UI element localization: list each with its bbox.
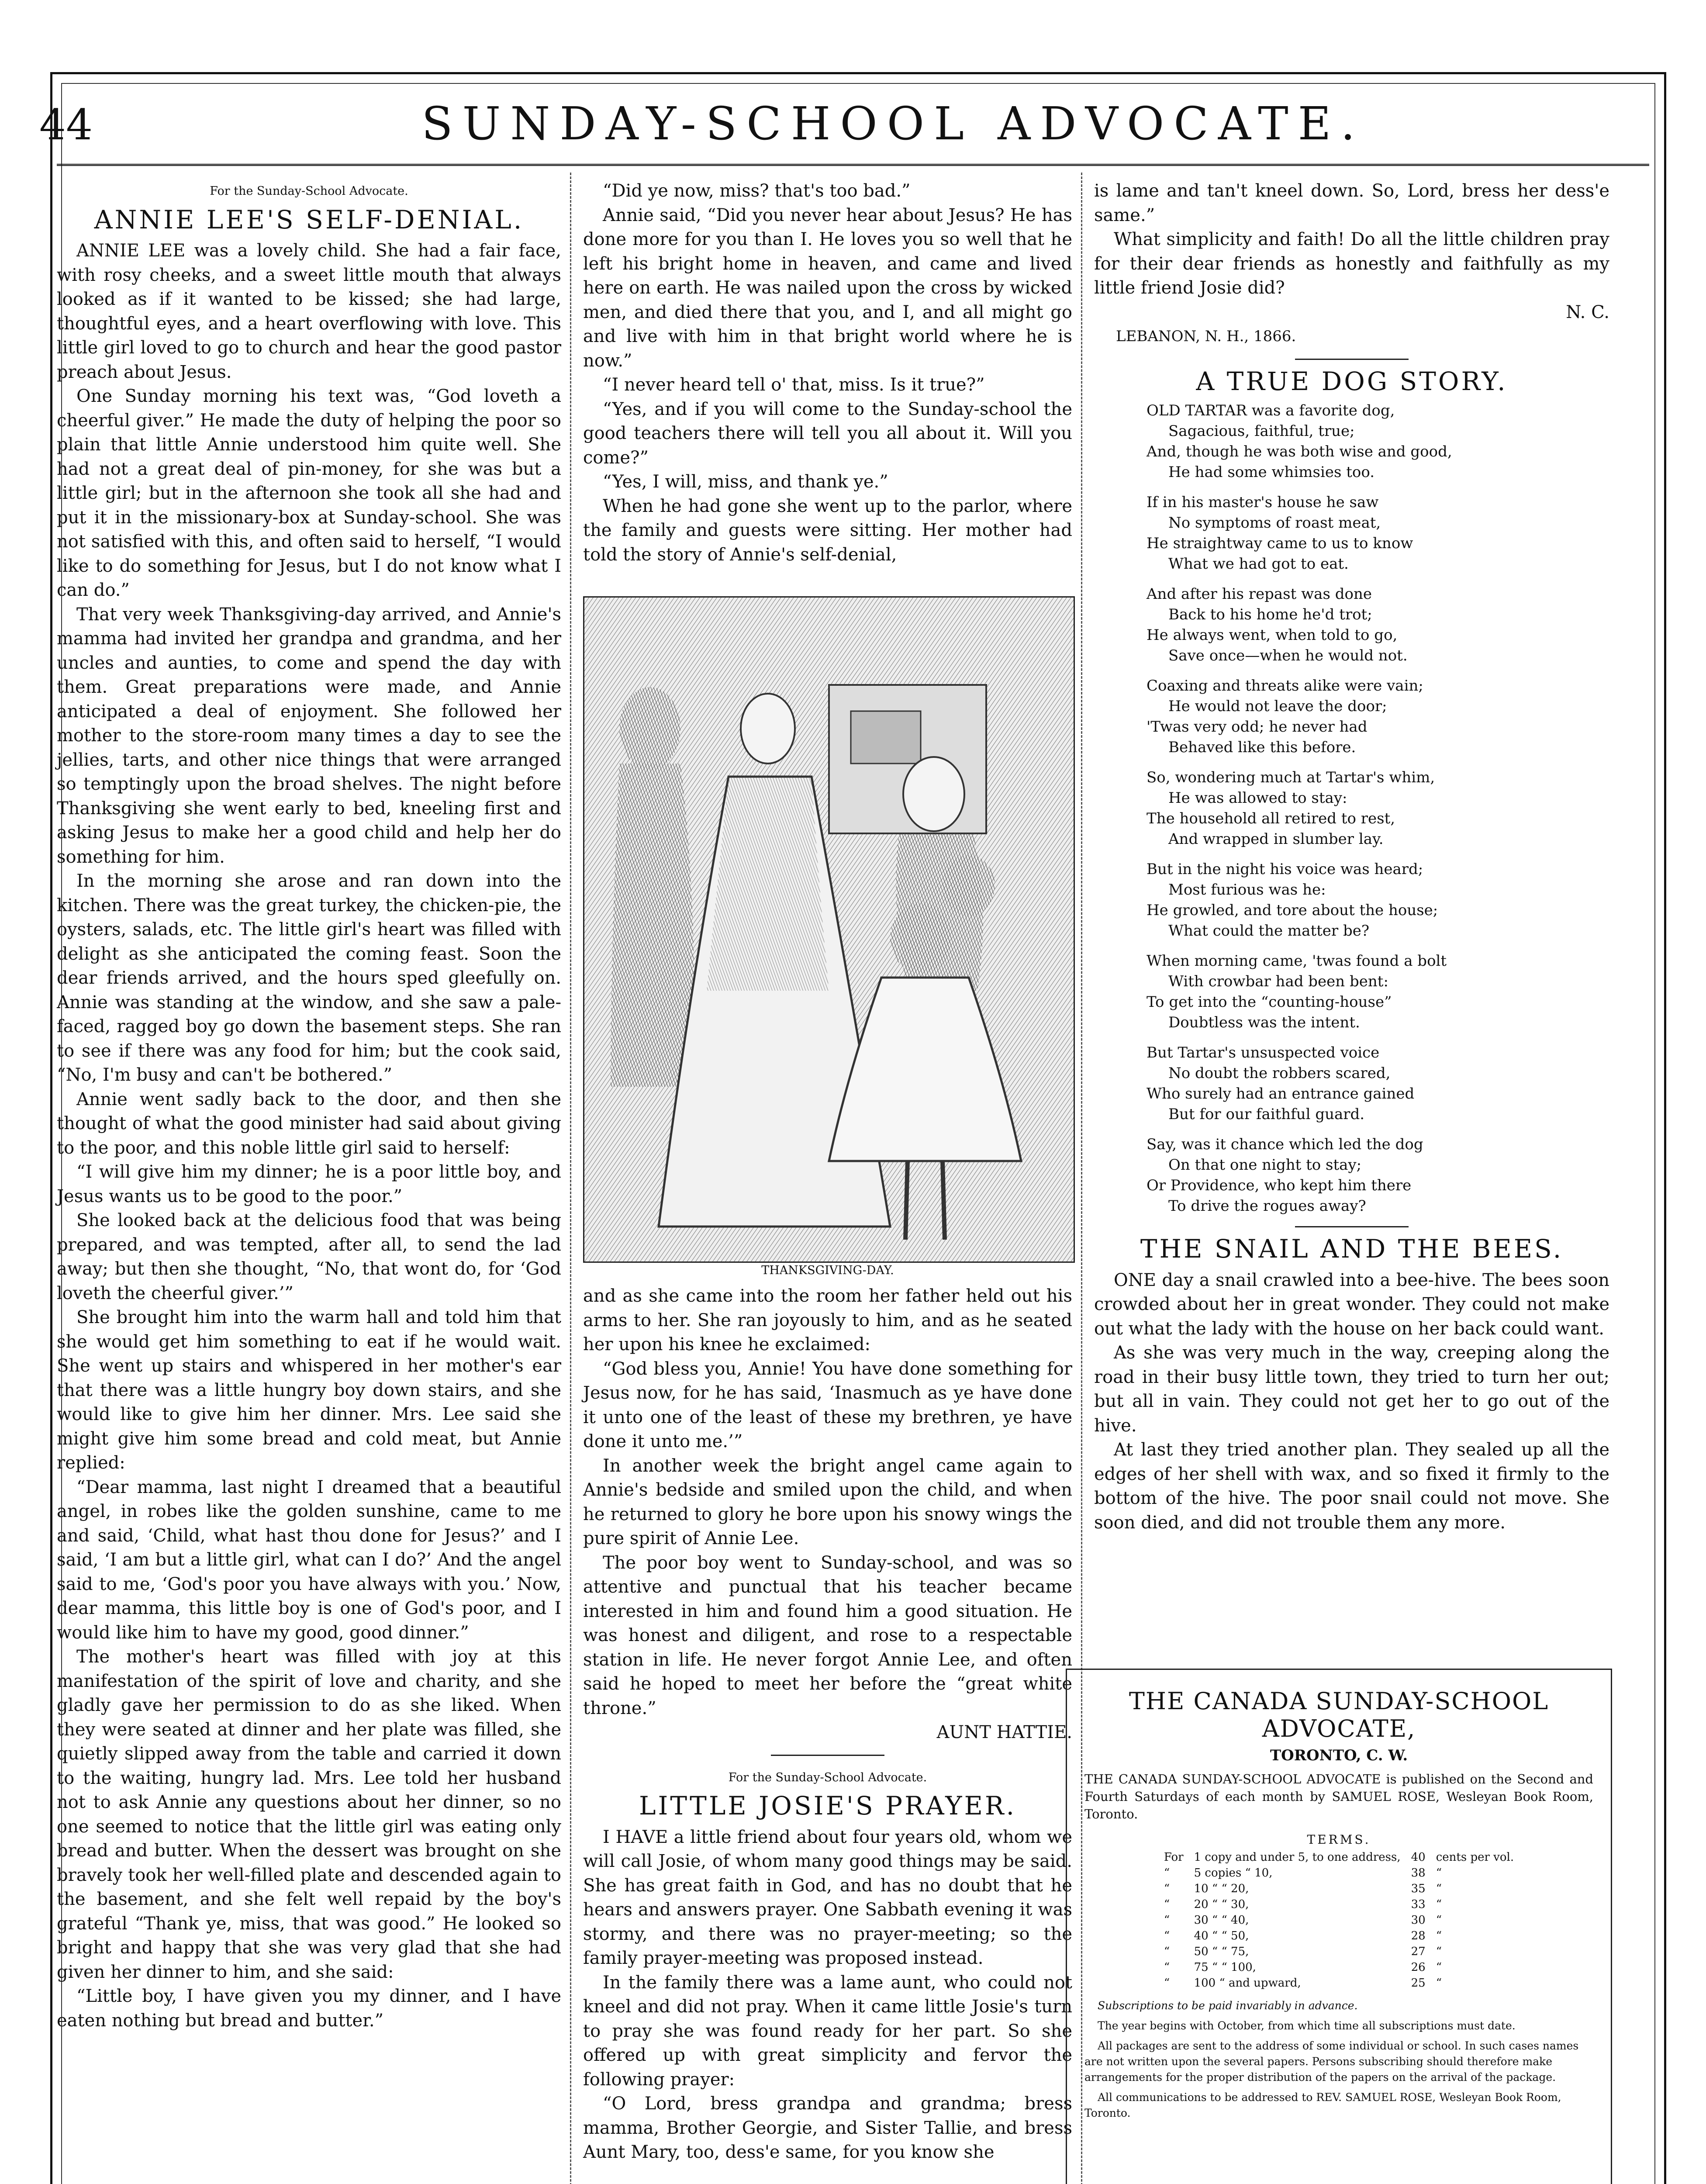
canada-advocate-box: [1066, 1669, 1612, 2184]
note: Subscriptions to be paid invariably in advance.: [1098, 1999, 1358, 2012]
paragraph: ANNIE LEE was a lovely child. She had a fair face, with rosy cheeks, and a sweet little mouth that always looked as if it wanted to be kissed; she had large, thoughtful eyes, and a heart overflowing with love. This little girl loved to go to church and hear the good pastor preach about Jesus.: [57, 241, 561, 382]
poem-stanza: [1147, 584, 1609, 666]
poem-line: He had some whimsies too.: [1168, 463, 1375, 481]
dog-poem: [1147, 401, 1609, 1216]
paragraph: She brought him into the warm hall and told him that she would get him something to eat if he would wait. She went up stairs and whispered in her mother's ear that there was a little hungry boy down stairs, and she would like to give him her dinner. Mrs. Lee said she might give him some bread and cold meat, but Annie replied:: [57, 1307, 561, 1473]
table-cell: “: [1164, 1866, 1170, 1880]
table-cell: “: [1436, 1898, 1442, 1911]
poem-line: The household all retired to rest,: [1147, 810, 1395, 827]
paragraph: “I will give him my dinner; he is a poor little boy, and Jesus wants us to be good to the poor.”: [57, 1162, 561, 1206]
poem-line: No doubt the robbers scared,: [1168, 1064, 1391, 1082]
poem-line: Who surely had an entrance gained: [1147, 1085, 1415, 1102]
paragraph: Annie said, “Did you never hear about Jesus? He has done more for you than I. He loves you so well that he left his bright home in heaven, and came and lived here on earth. He was nailed upon the cross by wicked men, and died there that you, and I, and all might go and live with him in that bright world where he is now.”: [583, 205, 1072, 371]
paragraph: “Did ye now, miss? that's too bad.”: [603, 181, 911, 201]
poem-stanza: [1147, 401, 1609, 483]
paragraph: The poor boy went to Sunday-school, and was so attentive and punctual that his teacher became interested in him and found him a good situation. He was honest and diligent, and rose to a respectable station in life. He never forgot Annie Lee, and often said he hoped to meet her before the “great white throne.”: [583, 1552, 1072, 1718]
box-city: TORONTO, C. W.: [1270, 1747, 1408, 1764]
poem-line: He was allowed to stay:: [1168, 789, 1347, 807]
paragraph: When he had gone she went up to the parlor, where the family and guests were sitting. Her mother had told the story of Annie's self-denial,: [583, 496, 1072, 565]
paragraph: In another week the bright angel came again to Annie's bedside and smiled upon the child, and when he returned to glory he bore upon his snowy wings the pure spirit of Annie Lee.: [583, 1455, 1072, 1548]
table-cell: 25: [1411, 1977, 1426, 1990]
paragraph: “I never heard tell o' that, miss. Is it true?”: [603, 375, 985, 395]
poem-stanza: [1147, 676, 1609, 758]
paragraph: What simplicity and faith! Do all the little children pray for their dear friends as honestly and faithfully as my little friend Josie did?: [1094, 229, 1609, 298]
table-row: [1159, 1865, 1519, 1881]
paragraph: At last they tried another plan. They sealed up all the edges of her shell with wax, and so fixed it firmly to the bottom of the hive. The poor snail could not move. She soon died, and did not trouble them any more.: [1094, 1440, 1609, 1533]
figure-caption: THANKSGIVING-DAY.: [761, 1264, 894, 1277]
table-cell: 38: [1411, 1866, 1426, 1880]
paragraph: As she was very much in the way, creeping along the road in their busy little town, they tried to turn her out; but all in vain. They could not get her to go out of the hive.: [1094, 1343, 1609, 1436]
poem-line: What could the matter be?: [1168, 922, 1370, 940]
table-cell: 30 “ “ 40,: [1194, 1914, 1249, 1927]
poem-line: If in his master's house he saw: [1147, 494, 1379, 511]
paragraph: “Yes, I will, miss, and thank ye.”: [603, 472, 888, 492]
paragraph: is lame and tan't kneel down. So, Lord, bress her dess'e same.”: [1094, 181, 1609, 225]
publication-notice: THE CANADA SUNDAY-SCHOOL ADVOCATE is published on the Second and Fourth Saturdays of each month by SAMUEL ROSE, Wesleyan Book Room, Toronto.: [1084, 1772, 1593, 1821]
engraving-illustration: [584, 598, 1074, 1261]
poem-line: To get into the “counting-house”: [1147, 993, 1392, 1011]
paragraph: I HAVE a little friend about four years old, whom we will call Josie, of whom many good things may be said. She has great faith in God, and has no doubt that he hears and answers prayer. One Sabbath evening it was stormy, and there was no prayer-meeting; so the family prayer-meeting was proposed instead.: [583, 1827, 1072, 1968]
table-row: [1159, 1912, 1519, 1928]
table-cell: 35: [1411, 1882, 1426, 1895]
table-cell: “: [1436, 1961, 1442, 1974]
column-2-top: [583, 179, 1072, 567]
masthead: SUNDAY-SCHOOL ADVOCATE.: [421, 97, 1365, 150]
subscription-notes: [1084, 1998, 1593, 2121]
table-cell: 40 “ “ 50,: [1194, 1929, 1249, 1942]
table-cell: “: [1164, 1914, 1170, 1927]
poem-line: Or Providence, who kept him there: [1147, 1177, 1412, 1194]
poem-line: He always went, when told to go,: [1147, 626, 1398, 644]
poem-line: Back to his home he'd trot;: [1168, 606, 1372, 623]
separator-rule: [1295, 359, 1409, 360]
table-cell: 27: [1411, 1945, 1426, 1958]
poem-stanza: [1147, 1043, 1609, 1125]
poem-line: Sagacious, faithful, true;: [1168, 422, 1355, 440]
poem-line: But Tartar's unsuspected voice: [1147, 1044, 1380, 1061]
table-cell: “: [1436, 1929, 1442, 1942]
paragraph: One Sunday morning his text was, “God loveth a cheerful giver.” He made the duty of helping the poor so plain that little Annie understood him quite well. She had not a great deal of pin-money, for she was but a little girl; but in the afternoon she took all she had and put it in the missionary-box at Sunday-school. She was not satisfied with this, and often said to herself, “I would like to do something for Jesus, but I do not know what I can do.”: [57, 386, 561, 600]
table-row: [1159, 1959, 1519, 1975]
table-row: [1159, 1881, 1519, 1897]
thanksgiving-engraving: [583, 596, 1075, 1263]
column-1: [57, 179, 561, 2033]
table-row: [1159, 1849, 1519, 1865]
paragraph: She looked back at the delicious food that was being prepared, and was tempted, after all, to send the lad away; but then she thought, “No, that wont do, for ‘God loveth the cheerful giver.’”: [57, 1210, 561, 1303]
column-divider-1: [570, 173, 571, 2184]
article-credit: For the Sunday-School Advocate.: [728, 1770, 927, 1784]
paragraph: The mother's heart was filled with joy at this manifestation of the spirit of love and charity, and she gladly gave her permission to do as she liked. When they were seated at dinner and her plate was filled, she quietly slipped away from the table and carried it down to the waiting, hungry lad. Mrs. Lee told her husband not to ask Annie any questions about her dinner, so no one seemed to notice that the little girl was eating only bread and butter. When the dessert was brought on she bravely took her well-filled plate and descended again to the basement, and she felt well repaid by the boy's grateful “Thank ye, miss, that was good.” He looked so bright and happy that she was very glad that she had given her dinner to him, and she said:: [57, 1647, 561, 1982]
table-cell: 40: [1411, 1851, 1426, 1864]
column-3: [1094, 179, 1609, 1535]
paragraph: “Yes, and if you will come to the Sunday-school the good teachers there will tell you all about it. Will you come?”: [583, 399, 1072, 468]
poem-line: To drive the rogues away?: [1168, 1197, 1366, 1215]
poem-stanza: [1147, 859, 1609, 941]
paragraph: “God bless you, Annie! You have done something for Jesus now, for he has said, ‘Inasmuch as ye have done it unto one of the least of these my brethren, ye have done it unto me.’”: [583, 1358, 1072, 1451]
table-cell: 30: [1411, 1914, 1426, 1927]
separator-rule: [1295, 1226, 1409, 1227]
note: All packages are sent to the address of some individual or school. In such cases names are not written upon the several papers. Persons subscribing should therefore make arrangements for the proper distribution of the papers on the arrival of the package.: [1084, 2039, 1579, 2084]
poem-line: With crowbar had been bent:: [1168, 973, 1388, 990]
poem-line: And, though he was both wise and good,: [1147, 443, 1452, 460]
signature-aunt-hattie: AUNT HATTIE.: [936, 1722, 1072, 1742]
poem-line: He straightway came to us to know: [1147, 535, 1413, 552]
poem-title-dog-story: A TRUE DOG STORY.: [1196, 366, 1508, 396]
table-cell: 50 “ “ 75,: [1194, 1945, 1249, 1958]
poem-stanza: [1147, 767, 1609, 850]
paragraph: and as she came into the room her father held out his arms to her. She ran joyously to him, and as he seated her upon his knee he exclaimed:: [583, 1286, 1072, 1355]
poem-stanza: [1147, 951, 1609, 1033]
note: All communications to be addressed to REV. SAMUEL ROSE, Wesleyan Book Room, Toronto.: [1084, 2091, 1561, 2119]
table-cell: “: [1436, 1866, 1442, 1880]
table-cell: 33: [1411, 1898, 1426, 1911]
table-cell: “: [1164, 1929, 1170, 1942]
paragraph: Annie went sadly back to the door, and then she thought of what the good minister had said about giving to the poor, and this noble little girl said to herself:: [57, 1089, 561, 1158]
signature-nc: N. C.: [1566, 302, 1609, 322]
poem-line: On that one night to stay;: [1168, 1156, 1362, 1174]
table-cell: “: [1436, 1977, 1442, 1990]
table-cell: “: [1436, 1882, 1442, 1895]
poem-line: Save once—when he would not.: [1168, 647, 1408, 664]
paragraph: ONE day a snail crawled into a bee-hive. The bees soon crowded about her in great wonder. They could not make out what the lady with the house on her back could want.: [1094, 1270, 1609, 1339]
poem-line: OLD TARTAR was a favorite dog,: [1147, 402, 1395, 419]
poem-line: So, wondering much at Tartar's whim,: [1147, 769, 1435, 786]
table-cell: 75 “ “ 100,: [1194, 1961, 1256, 1974]
table-cell: “: [1436, 1914, 1442, 1927]
article-credit: For the Sunday-School Advocate.: [210, 184, 408, 198]
table-cell: 5 copies “ 10,: [1194, 1866, 1273, 1880]
table-cell: 100 “ and upward,: [1194, 1977, 1301, 1990]
terms-table: [1159, 1849, 1519, 1991]
table-cell: “: [1436, 1945, 1442, 1958]
poem-line: He growled, and tore about the house;: [1147, 902, 1438, 919]
poem-stanza: [1147, 492, 1609, 574]
box-title: THE CANADA SUNDAY-SCHOOL ADVOCATE,: [1129, 1687, 1549, 1742]
note: The year begins with October, from which time all subscriptions must date.: [1098, 2019, 1516, 2032]
table-row: [1159, 1897, 1519, 1912]
table-cell: “: [1164, 1898, 1170, 1911]
poem-line: And after his repast was done: [1147, 585, 1372, 603]
poem-line: He would not leave the door;: [1168, 698, 1387, 715]
table-cell: “: [1164, 1882, 1170, 1895]
poem-line: And wrapped in slumber lay.: [1168, 830, 1384, 848]
separator-rule: [771, 1755, 884, 1756]
table-cell: “: [1164, 1945, 1170, 1958]
table-cell: 20 “ “ 30,: [1194, 1898, 1249, 1911]
table-cell: “: [1164, 1961, 1170, 1974]
table-cell: “: [1164, 1977, 1170, 1990]
paragraph: “Dear mamma, last night I dreamed that a beautiful angel, in robes like the golden sunshine, came to me and said, ‘Child, what hast thou done for Jesus?’ and I said, ‘I am but a little girl, what can I do?’ And the angel said to me, ‘God's poor you have always with you.’ Now, dear mamma, this little boy is one of God's poor, and I would like him to have my good, good dinner.”: [57, 1477, 561, 1643]
poem-line: No symptoms of roast meat,: [1168, 514, 1381, 532]
poem-line: Behaved like this before.: [1168, 739, 1356, 756]
table-cell: 1 copy and under 5, to one address,: [1194, 1851, 1401, 1864]
header-rule: [57, 164, 1649, 166]
poem-line: Most furious was he:: [1168, 881, 1326, 898]
article-title-snail: THE SNAIL AND THE BEES.: [1140, 1234, 1564, 1264]
paragraph: “O Lord, bress grandpa and grandma; bress mamma, Brother Georgie, and Sister Tallie, and bress Aunt Mary, too, dess'e same, for you know she: [583, 2094, 1072, 2162]
paragraph: In the morning she arose and ran down into the kitchen. There was the great turkey, the chicken-pie, the oysters, salads, etc. The little girl's heart was filled with delight as she anticipated the coming feast. Soon the dear friends arrived, and the hours sped gleefully on. Annie was standing at the window, and she saw a pale-faced, ragged boy go down the basement steps. She ran to see if there was any food for him; but the cook said, “No, I'm busy and can't be bothered.”: [57, 871, 561, 1085]
poem-line: But for our faithful guard.: [1168, 1106, 1365, 1123]
table-cell: 26: [1411, 1961, 1426, 1974]
poem-line: What we had got to eat.: [1168, 555, 1349, 573]
poem-line: When morning came, 'twas found a bolt: [1147, 952, 1447, 970]
table-cell: 28: [1411, 1929, 1426, 1942]
table-row: [1159, 1928, 1519, 1944]
poem-line: 'Twas very odd; he never had: [1147, 718, 1368, 736]
page-number: 44: [39, 100, 93, 149]
poem-stanza: [1147, 1134, 1609, 1216]
poem-line: Coaxing and threats alike were vain;: [1147, 677, 1423, 695]
table-row: [1159, 1944, 1519, 1959]
poem-line: Doubtless was the intent.: [1168, 1014, 1360, 1031]
paragraph: “Little boy, I have given you my dinner, and I have eaten nothing but bread and butter.”: [57, 1986, 561, 2031]
paragraph: That very week Thanksgiving-day arrived, and Annie's mamma had invited her grandpa and grandma, and her uncles and aunties, to come and spend the day with them. Great preparations were made, and Annie anticipated a deal of enjoyment. She followed her mother to the store-room many times a day to see the jellies, tarts, and other nice things that were arranged so temptingly upon the broad shelves. The night before Thanksgiving she went early to bed, kneeling first and asking Jesus to make her a good child and help her do something for him.: [57, 604, 561, 867]
dateline: LEBANON, N. H., 1866.: [1116, 328, 1296, 345]
table-cell: 10 “ “ 20,: [1194, 1882, 1249, 1895]
terms-heading: TERMS.: [1307, 1832, 1371, 1847]
article-title-josie: LITTLE JOSIE'S PRAYER.: [639, 1791, 1017, 1821]
table-row: [1159, 1975, 1519, 1991]
table-cell: cents per vol.: [1436, 1851, 1514, 1864]
paragraph: In the family there was a lame aunt, who could not kneel and did not pray. When it came little Josie's turn to pray she was found ready for her part. So she offered up with great simplicity and fervor the following prayer:: [583, 1972, 1072, 2090]
poem-line: Say, was it chance which led the dog: [1147, 1136, 1423, 1153]
article-title-annie-lee: ANNIE LEE'S SELF-DENIAL.: [94, 204, 524, 235]
table-cell: For: [1164, 1851, 1184, 1864]
poem-line: But in the night his voice was heard;: [1147, 860, 1423, 878]
column-2-bottom: [583, 1284, 1072, 2165]
